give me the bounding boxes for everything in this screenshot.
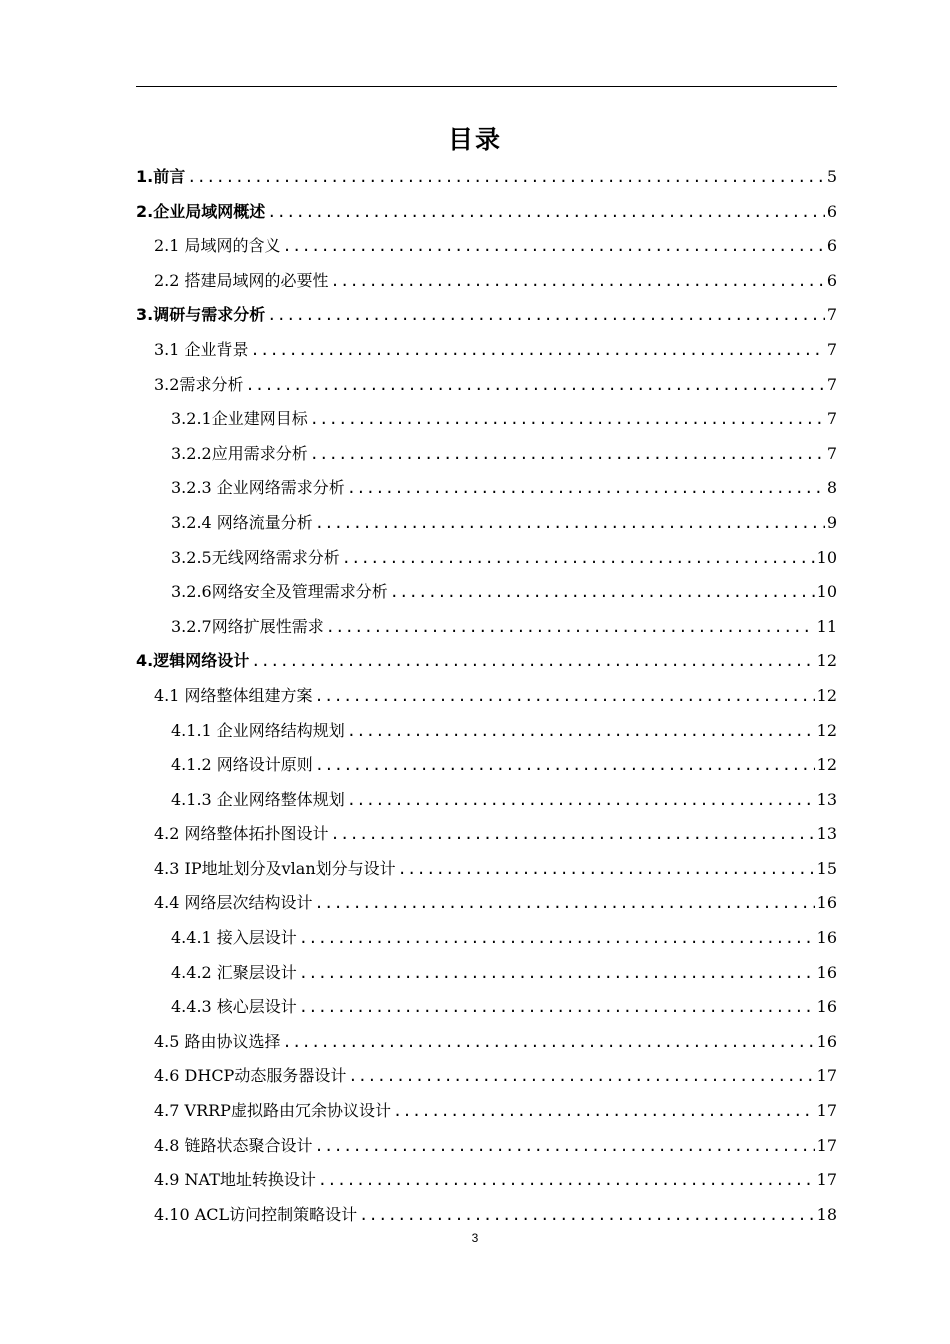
toc-entry-page: 7: [826, 305, 837, 325]
toc-entry-title: 3.2.7网络扩展性需求: [171, 616, 324, 636]
toc-entry[interactable]: [136, 1167, 837, 1202]
toc-entry-page: 10: [816, 582, 837, 602]
toc-entry[interactable]: [136, 683, 837, 718]
toc-entry[interactable]: [136, 890, 837, 925]
toc-entry-page: 7: [826, 409, 837, 429]
toc-entry-title: 3.2.6网络安全及管理需求分析: [171, 582, 388, 602]
toc-entry-page: 5: [826, 167, 837, 186]
toc-entry[interactable]: [136, 1029, 837, 1064]
dot-leader: [326, 618, 815, 636]
toc-entry-page: 13: [816, 824, 837, 844]
toc-entry-title: 1.前言: [136, 167, 186, 186]
toc-entry-page: 16: [816, 962, 837, 982]
toc-entry[interactable]: [136, 821, 837, 856]
toc-entry[interactable]: [136, 960, 837, 995]
toc-entry[interactable]: [136, 1063, 837, 1098]
toc-entry[interactable]: [136, 994, 837, 1029]
toc-entry[interactable]: [136, 718, 837, 753]
toc-entry-page: 7: [826, 374, 837, 394]
toc-entry[interactable]: [136, 372, 837, 407]
toc-entry-page: 9: [826, 512, 837, 532]
toc-entry-page: 16: [816, 893, 837, 913]
toc-entry-title: 2.2 搭建局域网的必要性: [154, 270, 329, 290]
dot-leader: [283, 1033, 815, 1051]
toc-entry-page: 7: [826, 339, 837, 359]
toc-entry-title: 4.4.2 汇聚层设计: [171, 962, 297, 982]
toc-entry[interactable]: [136, 614, 837, 649]
toc-entry[interactable]: [136, 441, 837, 476]
toc-entry-title: 3.2.4 网络流量分析: [171, 512, 313, 532]
dot-leader: [310, 445, 825, 463]
toc-entry-page: 16: [816, 928, 837, 948]
toc-entry[interactable]: [136, 648, 837, 683]
toc-entry-page: 12: [816, 651, 837, 671]
toc-entry-title: 4.4.1 接入层设计: [171, 928, 297, 948]
toc-entry-title: 4.1.1 企业网络结构规划: [171, 720, 345, 740]
toc-entry-page: 16: [816, 997, 837, 1017]
toc-entry[interactable]: [136, 579, 837, 614]
toc-entry[interactable]: [136, 510, 837, 545]
toc-entry-page: 18: [816, 1204, 837, 1224]
toc-entry-title: 2.企业局域网概述: [136, 201, 266, 221]
toc-entry-title: 4.1.3 企业网络整体规划: [171, 789, 345, 809]
header-rule: [136, 86, 837, 87]
dot-leader: [187, 168, 825, 186]
toc-entry-title: 4.2 网络整体拓扑图设计: [154, 824, 329, 844]
toc-entry[interactable]: [136, 752, 837, 787]
toc-entry-page: 12: [816, 720, 837, 740]
dot-leader: [348, 1067, 814, 1085]
dot-leader: [310, 410, 825, 428]
toc-entry[interactable]: [136, 475, 837, 510]
dot-leader: [283, 237, 825, 255]
toc-entry-page: 6: [826, 201, 837, 221]
toc-entry-page: 6: [826, 236, 837, 256]
dot-leader: [251, 652, 814, 670]
toc-entry-title: 3.2.3 企业网络需求分析: [171, 478, 345, 498]
toc-entry-page: 8: [826, 478, 837, 498]
dot-leader: [315, 894, 815, 912]
dot-leader: [299, 964, 815, 982]
dot-leader: [245, 376, 824, 394]
toc-entry-title: 4.3 IP地址划分及vlan划分与设计: [154, 858, 396, 878]
toc-entry-title: 4.7 VRRP虚拟路由冗余协议设计: [154, 1101, 391, 1121]
toc-entry-page: 7: [826, 443, 837, 463]
toc-entry[interactable]: [136, 199, 837, 234]
toc-entry[interactable]: [136, 1098, 837, 1133]
toc-entry-title: 3.调研与需求分析: [136, 305, 266, 325]
toc-entry-title: 3.1 企业背景: [154, 339, 249, 359]
toc-entry[interactable]: [136, 268, 837, 303]
toc-entry[interactable]: [136, 545, 837, 580]
dot-leader: [315, 514, 825, 532]
dot-leader: [315, 756, 815, 774]
toc-entry[interactable]: [136, 925, 837, 960]
toc-entry-page: 12: [816, 685, 837, 705]
dot-leader: [251, 341, 825, 359]
toc-entry-title: 3.2.5无线网络需求分析: [171, 547, 340, 567]
dot-leader: [347, 791, 815, 809]
dot-leader: [331, 825, 815, 843]
toc-entry-page: 13: [816, 789, 837, 809]
toc-entry-page: 17: [816, 1135, 837, 1155]
toc-entry[interactable]: [136, 856, 837, 891]
toc-entry-title: 4.6 DHCP动态服务器设计: [154, 1066, 347, 1086]
toc-entry-title: 3.2.2应用需求分析: [171, 443, 308, 463]
dot-leader: [347, 722, 815, 740]
toc-entry-page: 17: [816, 1066, 837, 1086]
toc-entry[interactable]: [136, 233, 837, 268]
toc-entry-title: 4.4 网络层次结构设计: [154, 893, 313, 913]
dot-leader: [331, 272, 825, 290]
dot-leader: [299, 929, 815, 947]
toc-entry-title: 4.10 ACL访问控制策略设计: [154, 1204, 358, 1224]
toc-entry-page: 12: [816, 755, 837, 775]
toc-entry-page: 17: [816, 1170, 837, 1190]
toc-entry-page: 15: [816, 858, 837, 878]
toc-entry-title: 4.4.3 核心层设计: [171, 997, 297, 1017]
table-of-contents: [136, 164, 837, 1236]
toc-entry-title: 3.2.1企业建网目标: [171, 409, 308, 429]
toc-entry-page: 6: [826, 270, 837, 290]
toc-title: 目录: [447, 125, 502, 154]
dot-leader: [359, 1206, 815, 1224]
dot-leader: [299, 998, 815, 1016]
dot-leader: [390, 583, 815, 601]
toc-entry[interactable]: [136, 1133, 837, 1168]
toc-entry-title: 3.2需求分析: [154, 374, 244, 394]
dot-leader: [267, 306, 825, 324]
toc-entry-title: 2.1 局域网的含义: [154, 236, 281, 256]
toc-entry-title: 4.1 网络整体组建方案: [154, 685, 313, 705]
dot-leader: [315, 1137, 815, 1155]
toc-entry[interactable]: [136, 337, 837, 372]
toc-entry[interactable]: [136, 787, 837, 822]
dot-leader: [393, 1102, 815, 1120]
toc-entry-page: 17: [816, 1101, 837, 1121]
dot-leader: [315, 687, 815, 705]
page-number: 3: [471, 1231, 479, 1245]
toc-entry-page: 16: [816, 1031, 837, 1051]
toc-entry[interactable]: [136, 302, 837, 337]
dot-leader: [318, 1171, 815, 1189]
toc-entry[interactable]: [136, 164, 837, 199]
toc-entry-title: 4.8 链路状态聚合设计: [154, 1135, 313, 1155]
toc-entry-page: 10: [816, 547, 837, 567]
toc-entry-title: 4.5 路由协议选择: [154, 1031, 281, 1051]
dot-leader: [342, 549, 815, 567]
dot-leader: [347, 479, 825, 497]
dot-leader: [267, 203, 825, 221]
toc-entry-title: 4.9 NAT地址转换设计: [154, 1170, 316, 1190]
dot-leader: [398, 860, 815, 878]
toc-entry-title: 4.逻辑网络设计: [136, 651, 250, 671]
toc-entry[interactable]: [136, 406, 837, 441]
toc-entry-title: 4.1.2 网络设计原则: [171, 755, 313, 775]
toc-entry-page: 11: [816, 616, 837, 636]
